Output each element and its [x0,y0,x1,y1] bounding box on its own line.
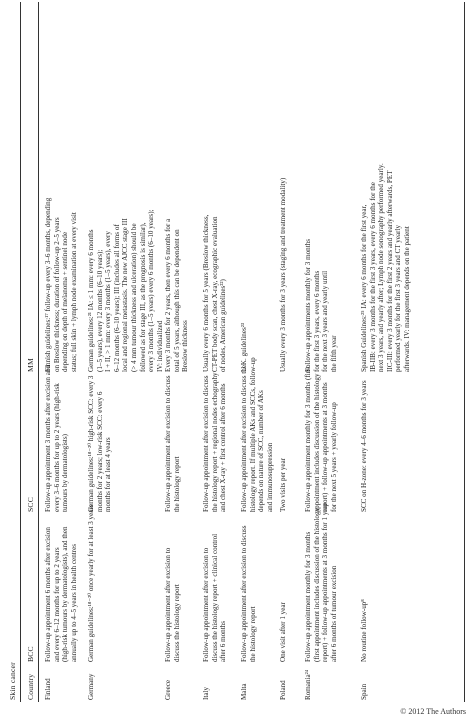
cell-line: months for at least 4 years [104,437,113,512]
mm-cell [360,163,412,372]
cell-line: and immunosuppression [265,442,274,512]
cell-line: the histology report [248,606,257,662]
scc-cell [304,366,338,512]
cell-line: German guidelines:¹⁸⁻²⁰ once yearly for at least 3 years [87,504,95,662]
cell-line: of nodes, American guidelines²²) [219,279,228,372]
cell-line: One visit after 1 year [279,602,287,662]
country-cell: Italy [202,687,210,700]
cell-line: German guidelines:¹⁸⁻²⁰ high-risk SCC: every 3 [87,375,95,512]
cell-line: Spanish Guidelines:²⁵ IA: every 6 months for the first year, [360,204,368,372]
cell-line: SCC on H-zone: every 4–6 months for 3 years [360,380,368,512]
bottom-rule [464,2,465,702]
cell-line: after 6 months [219,621,228,662]
cell-line: Breslow thickness [181,320,190,372]
bcc-cell [164,548,181,662]
cell-line: (first appointment includes discussion of the histology [312,507,321,662]
header-bcc: BCC [26,646,35,662]
cell-line: for the next 5 years + yearly follow-up [329,402,338,512]
country-cell: Malta [240,683,248,700]
bcc-cell [240,525,257,662]
cell-line: Finnish guidelines:¹⁷ follow-up every 3–6 months, depending [44,197,52,372]
cell-line: months for 2 years; low-risk SCC: every 6 [95,391,104,512]
cell-line: for the first 3 years, every 6 months [312,270,321,372]
cell-line: every 3–6 months for up to 2 years (high-risk [52,383,61,512]
cell-line: total of 5 years, although this can be dependent on [172,229,181,372]
cell-line: (> 4 mm tumour thickness and ulceration) should be [129,223,138,372]
header-country: Country [26,673,35,700]
cell-line: (high-risk tumours by dermatologists), and then [61,526,70,662]
cell-line: the histology report + regional nodes echography [210,372,219,512]
country-cell: Greece [164,679,172,700]
bcc-cell [304,503,338,662]
copyright-notice: © 2012 The Authors [400,707,466,716]
bcc-cell [279,602,288,662]
cell-line: Follow-up appointment after excision to [164,547,172,662]
cell-line: Follow-up appointment 3 months after excision and [44,365,52,512]
header-rule [38,2,39,702]
country-cell: Germany [87,673,95,700]
bcc-cell [360,599,369,662]
mm-cell [44,198,78,372]
cell-line: Follow-up appointment 6 months after excision [44,527,52,662]
cell-line: discuss the histology report [172,584,181,662]
cell-line: No routine follow-up⁸ [360,599,368,662]
cell-line: local and regional metastasis. The new AJCC stage III [121,218,130,372]
scc-cell [240,357,274,512]
cell-line: Every 3 months for 2 years, then every 6 months for a [164,218,172,372]
cell-line: after 6 months of tumour excision [329,565,338,662]
cell-line: German guidelines:²¹ IA: ≤ 1 mm: every 6 months [87,229,95,372]
cell-line: followed as for stage III, as the prognosis is similar), [138,222,147,372]
mm-cell [279,178,288,372]
cell-line: discuss the histology report + clinical control [210,533,219,662]
scc-cell [279,458,288,512]
cell-line: 6–12 months (6–10 years); III (includes all forms of [112,224,121,372]
cell-line: every 3 months (1–5 years) every 6 months (6–10 years); [147,209,156,372]
section-label: Skin cancer [8,662,17,700]
scc-cell [44,365,70,512]
mm-cell [164,219,190,372]
bcc-cell [202,534,228,662]
scc-cell [202,372,228,512]
bcc-cell [44,526,78,662]
mm-cell [240,323,249,372]
top-rule [20,2,21,702]
cell-line: CT-PET body scan, chest X-ray, ecographic evaluation [210,216,219,372]
cell-line: performed yearly for the first 3 years and CT yearly [394,224,403,372]
cell-line: next 3 years, and yearly after; Lymph node sonography performed yearly. [377,163,386,372]
cell-line: IB-IIB: every 3 months for the first 3 years, every 6 months for the [368,182,377,372]
cell-line: IIC-III: every 3 months for the first 2 years and yearly afterwards, PET [385,170,394,372]
cell-line: depends on nature of SCC, number of AKs [257,390,266,512]
cell-line: Usually every 3 months for 3 years (staging and treatment modality) [279,177,287,372]
mm-cell [202,215,228,372]
cell-line: for the next 3 years and yearly until [321,270,330,372]
cell-line: report) + follow-up appointments at 3 months for 1 year [321,502,330,662]
cell-line: Follow-up appointment after excision to discuss [202,375,210,512]
cell-line: (1–5 years), every 12 months (6–10 years); [95,249,104,372]
cell-line: I + II, > 1 mm: every 3 months (1–5 years), every [104,231,113,372]
cell-line: status; full skin + lymph node examination at every visit [69,212,78,372]
scc-cell [360,380,369,512]
cell-line: on Breslow thickness; duration of follow-up 2–5 years [52,217,61,372]
cell-line: Follow-up appointment monthly for 3 months (first [304,366,312,512]
scc-cell [87,376,113,512]
country-cell: Romania²⁴ [304,669,312,700]
cell-line: Follow-up appointment after excision to discuss [240,525,248,662]
cell-line: and every 6–12 months for up to 2 years [52,547,61,662]
country-cell: Finland [44,678,52,700]
mm-cell [304,239,338,372]
cell-line: U.K. guidelines²³ [240,323,248,372]
bcc-cell [87,505,96,663]
header-scc: SCC [26,497,35,512]
header-mm: MM [26,358,35,372]
cell-line: Follow-up appointment after excision to discuss the [240,365,248,512]
mm-cell [87,209,164,372]
cell-line: and chest X-ray + first control after 6 months [219,383,228,512]
rotated-table [2,2,472,702]
cell-line: depending on depth of melanoma + sentinel node [61,231,70,372]
country-cell: Spain [360,683,368,700]
cell-line: the histology report [172,456,181,512]
cell-line: afterwards. IV: management depends on the patient [402,226,411,372]
cell-line: Usually every 6 months for 5 years (Breslow thickness, [202,214,210,372]
cell-line: report) + follow-up appointments at 3 months [321,382,330,512]
cell-line: annually up to 4–5 years in health centres [69,544,78,662]
cell-line: the fifth year [329,335,338,372]
cell-line: Follow-up appointment after excision to discuss [164,375,172,512]
cell-line: Follow-up appointment monthly for 3 months [304,531,312,662]
cell-line: tumours by dermatologists) [61,433,70,512]
cell-line: appointment includes discussion of the histology [312,373,321,512]
country-cell: Poland [279,680,287,700]
cell-line: IV: individualized [155,320,164,372]
scc-cell [164,375,181,512]
cell-line: Two visits per year [279,457,287,512]
cell-line: Follow-up appointment after excision to [202,547,210,662]
cell-line: histology report. If multiple AKs and SCCs, follow-up [248,357,257,512]
cell-line: Follow-up appointments monthly for 3 months [304,238,312,372]
